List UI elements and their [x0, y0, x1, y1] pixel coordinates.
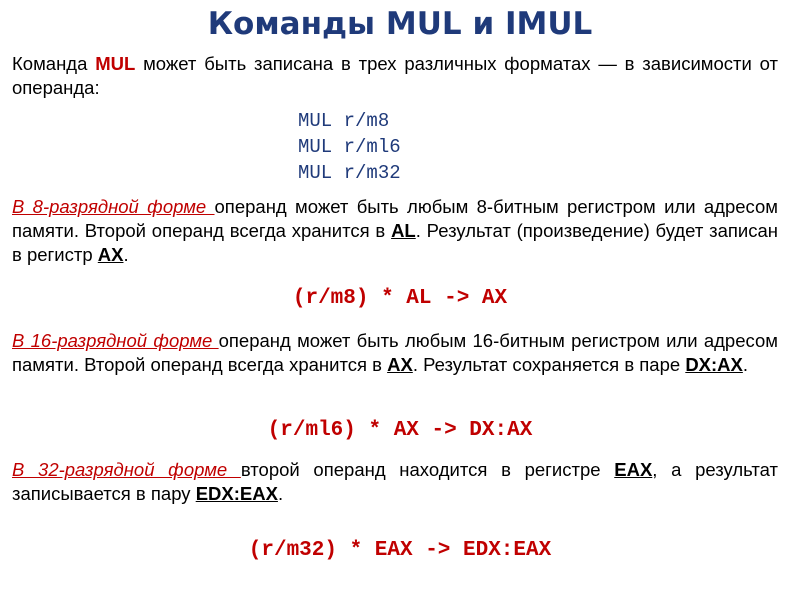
format-line: MUL r/ml6: [298, 136, 401, 158]
formats-code-block: [298, 108, 401, 186]
section-8bit-text: операнд может быть любым 8-битным регистром или адресом памяти. Второй операнд всегда хранится в: [12, 196, 778, 241]
section-16bit-text: . Результат сохраняется в паре: [412, 354, 686, 375]
register-edx-eax: EDX:EAX: [195, 483, 278, 504]
formula-32bit: (r/m32) * EAX -> EDX:EAX: [248, 539, 552, 562]
slide-title: Команды MUL и IMUL: [207, 6, 593, 42]
section-32bit-heading: В 32-разрядной форме: [12, 459, 241, 480]
section-32bit-text: .: [277, 483, 284, 504]
format-line: MUL r/m32: [298, 162, 401, 184]
section-16bit-text: операнд может быть любым 16-битным регистром или адресом памяти. Второй операнд всегда хранится в: [12, 330, 778, 375]
section-16bit: [12, 329, 778, 377]
register-al: AL: [391, 220, 416, 241]
section-8bit: [12, 195, 778, 267]
section-8bit-heading: В 8-разрядной форме: [12, 196, 215, 217]
section-8bit-text: .: [123, 244, 129, 265]
register-ax: AX: [97, 244, 124, 265]
intro-text-after: может быть записана в трех различных форматах — в зависимости от операнда:: [12, 53, 778, 98]
section-16bit-text: .: [742, 354, 749, 375]
register-eax: EAX: [614, 459, 653, 480]
register-ax: AX: [387, 354, 413, 375]
intro-command: MUL: [95, 53, 136, 74]
section-32bit-text: , а результат записывается в пару: [12, 459, 778, 504]
formula-8bit: (r/m8) * AL -> AX: [292, 287, 508, 310]
format-line: MUL r/m8: [298, 110, 390, 132]
intro-text-before: Команда: [12, 53, 96, 74]
section-16bit-heading: В 16-разрядной форме: [12, 330, 219, 351]
formula-16bit: (r/ml6) * AX -> DX:AX: [267, 419, 533, 442]
section-32bit: [12, 458, 778, 506]
section-8bit-text: . Результат (произведение) будет записан в регистр: [12, 220, 779, 265]
intro-paragraph: [12, 52, 778, 100]
register-dx-ax: DX:AX: [685, 354, 743, 375]
section-32bit-text: второй операнд находится в регистре: [240, 459, 615, 480]
